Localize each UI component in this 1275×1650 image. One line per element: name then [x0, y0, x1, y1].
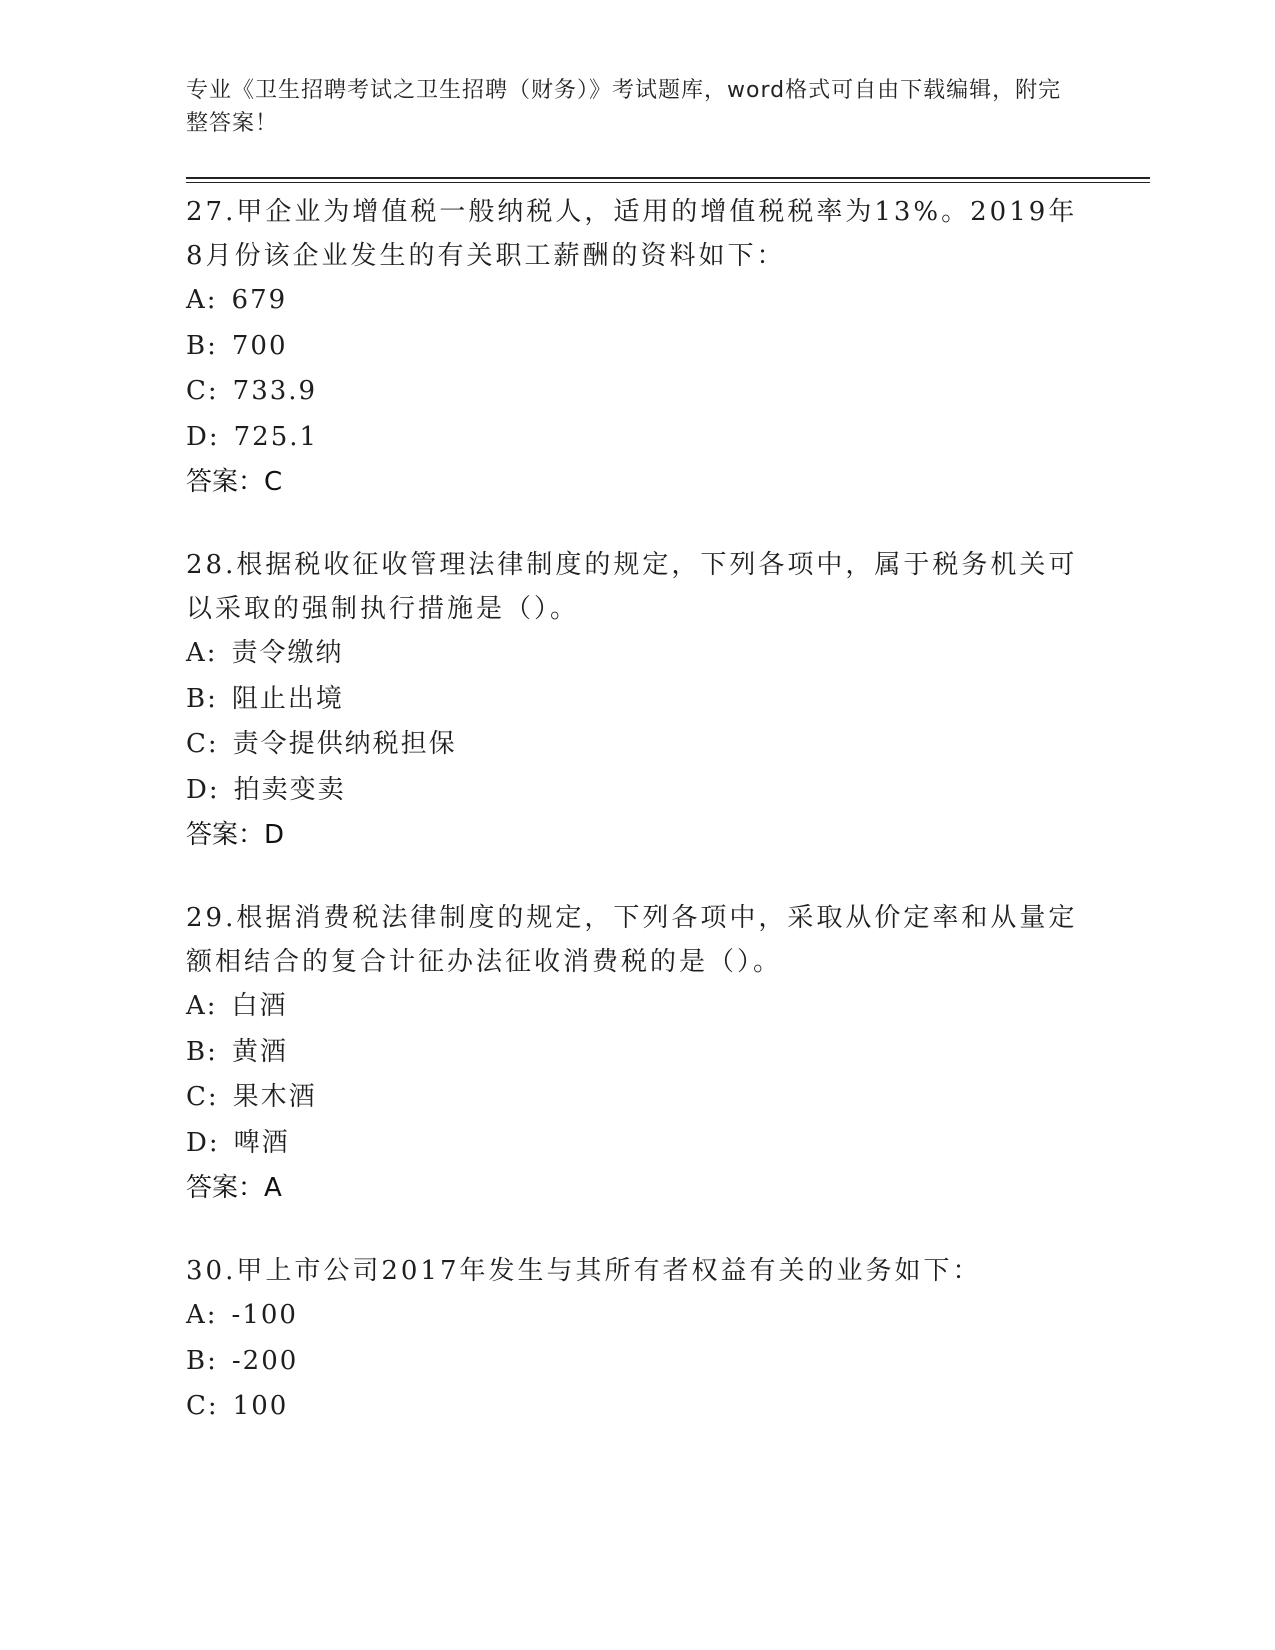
option-b — [186, 1030, 1086, 1076]
header-divider-thin — [186, 182, 1150, 183]
option-text: 679 — [231, 285, 288, 315]
answer-label: 答案：D — [186, 820, 285, 850]
option-letter: D: — [186, 774, 220, 805]
option-text: 拍卖变卖 — [233, 774, 346, 805]
option-letter: C: — [186, 1391, 219, 1421]
question-text: 29.根据消费税法律制度的规定，下列各项中，采取从价定率和从量定额相结合的复合计征办法征收消费税的是（）。 — [186, 903, 1078, 977]
option-letter: D: — [186, 1127, 220, 1158]
option-d — [186, 1121, 1086, 1167]
question-text: 30.甲上市公司2017年发生与其所有者权益有关的业务如下： — [186, 1256, 982, 1286]
question-text: 27.甲企业为增值税一般纳税人，适用的增值税税率为13%。2019年8月份该企业发生的有关职工薪酬的资料如下： — [186, 197, 1078, 271]
header-divider-thick — [186, 177, 1150, 179]
option-letter: A: — [186, 991, 218, 1021]
option-d — [186, 768, 1086, 814]
option-letter: C: — [186, 729, 219, 759]
option-text: 责令提供纳税担保 — [232, 729, 457, 759]
option-letter: B: — [186, 1345, 218, 1376]
option-b — [186, 677, 1086, 723]
option-letter: C: — [186, 1082, 219, 1112]
option-letter: D: — [186, 421, 220, 452]
option-list — [186, 631, 1086, 813]
document-header: 专业《卫生招聘考试之卫生招聘（财务）》考试题库，word格式可自由下载编辑，附完整答案！ — [186, 78, 1062, 136]
option-text: -200 — [231, 1345, 299, 1376]
question-28 — [186, 543, 1086, 857]
option-letter: B: — [186, 1036, 218, 1067]
option-a — [186, 1293, 1086, 1339]
option-c — [186, 1384, 1086, 1430]
question-text: 28.根据税收征收管理法律制度的规定，下列各项中，属于税务机关可以采取的强制执行措施是（）。 — [186, 550, 1078, 624]
question-27 — [186, 190, 1086, 504]
option-list — [186, 984, 1086, 1166]
option-text: 700 — [231, 330, 288, 361]
option-text: 啤酒 — [233, 1127, 290, 1158]
question-29 — [186, 896, 1086, 1210]
option-c — [186, 1075, 1086, 1121]
option-list — [186, 1293, 1086, 1430]
option-letter: A: — [186, 638, 218, 668]
option-text: 黄酒 — [231, 1036, 288, 1067]
option-text: 白酒 — [231, 991, 288, 1021]
option-text: 阻止出境 — [231, 683, 344, 714]
option-text: 725.1 — [233, 421, 319, 452]
option-c — [186, 722, 1086, 768]
option-text: 733.9 — [232, 376, 318, 406]
answer-label: 答案：C — [186, 467, 283, 497]
option-text: 100 — [232, 1391, 289, 1421]
option-letter: A: — [186, 1300, 218, 1330]
answer-label: 答案：A — [186, 1173, 282, 1203]
question-30 — [186, 1249, 1086, 1430]
option-b — [186, 324, 1086, 370]
option-letter: C: — [186, 376, 219, 406]
option-letter: A: — [186, 285, 218, 315]
option-letter: B: — [186, 683, 218, 714]
option-text: 责令缴纳 — [231, 638, 344, 668]
option-c — [186, 369, 1086, 415]
option-list — [186, 278, 1086, 460]
option-a — [186, 631, 1086, 677]
option-d — [186, 415, 1086, 461]
option-b — [186, 1339, 1086, 1385]
option-a — [186, 278, 1086, 324]
option-text: -100 — [231, 1300, 298, 1330]
option-letter: B: — [186, 330, 218, 361]
option-a — [186, 984, 1086, 1030]
question-list — [186, 190, 1086, 1469]
option-text: 果木酒 — [232, 1082, 317, 1112]
